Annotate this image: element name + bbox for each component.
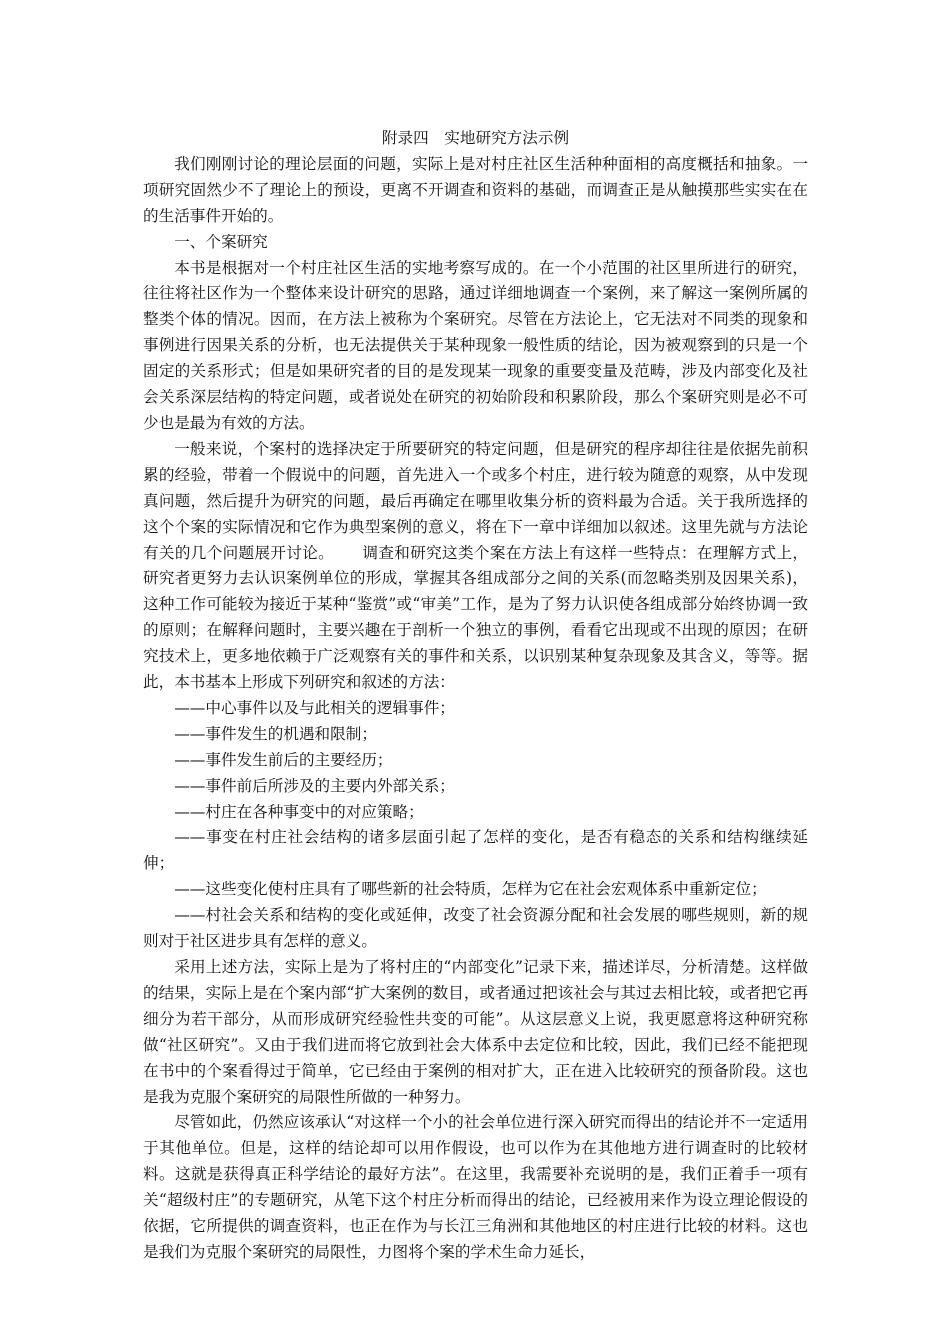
method-list-item: ——事件发生前后的主要经历； (174, 750, 393, 769)
method-list-item: ——这些变化使村庄具有了哪些新的社会特质，怎样为它在社会宏观体系中重新定位； (174, 880, 767, 899)
method-list-item: ——村庄在各种事变中的对应策略； (174, 802, 424, 821)
paragraph-3: 采用上述方法，实际上是为了将村庄的“内部变化”记录下来，描述详尽，分析清楚。这样做的结果，实际上是在个案内部“扩大案例的数目，或者通过把该社会与其过去相比较，或者把它再细分为若干部分，从而形成研究经验性共变的可能”。从这层意义上说，我更愿意将这种研究称做“社区研究”。又由于我们进而将它放到社会大体系中去定位和比较，因此，我们已经不能把现在书中的个案看得过于简单，它已经由于案例的相对扩大，正在进入比较研究的预备阶段。这也是我为克服个案研究的局限性所做的一种努力。 (143, 958, 808, 1106)
method-list-item: ——村社会关系和结构的变化或延伸，改变了社会资源分配和社会发展的哪些规则，新的规则对于社区进步具有怎样的意义。 (143, 906, 808, 951)
paragraph-2 (143, 437, 808, 696)
paragraph-2-part-a: 一般来说，个案村的选择决定于所要研究的特定问题，但是研究的程序却往往是依据先前积累的经验，带着一个假说中的问题，首先进入一个或多个村庄，进行较为随意的观察，从中发现真问题，然后提升为研究的问题，最后再确定在哪里收集分析的资料最为合适。关于我所选择的这个个案的实际情况和它作为典型案例的意义，将在下一章中详细加以叙述。这里先就与方法论有关的几个问题展开讨论。 (143, 439, 808, 562)
method-list-item: ——事变在村庄社会结构的诸多层面引起了怎样的变化，是否有稳态的关系和结构继续延伸； (143, 828, 808, 873)
paragraph-4: 尽管如此，仍然应该承认“对这样一个小的社会单位进行深入研究而得出的结论并不一定适用于其他单位。但是，这样的结论却可以用作假设，也可以作为在其他地方进行调查时的比较材料。这就是获得真正科学结论的最好方法”。在这里，我需要补充说明的是，我们正着手一项有关“超级村庄”的专题研究，从笔下这个村庄分析而得出的结论，已经被用来作为设立理论假设的依据，它所提供的调查资料，也正在作为与长江三角洲和其他地区的村庄进行比较的材料。这也是我们为克服个案研究的局限性，力图将个案的学术生命力延长， (143, 1113, 808, 1261)
paragraph-1: 本书是根据对一个村庄社区生活的实地考察写成的。在一个小范围的社区里所进行的研究，往往将社区作为一个整体来设计研究的思路，通过详细地调查一个案例，来了解这一案例所属的整类个体的情况。因而，在方法上被称为个案研究。尽管在方法论上，它无法对不同类的现象和事例进行因果关系的分析，也无法提供关于某种现象一般性质的结论，因为被观察到的只是一个固定的关系形式；但是如果研究者的目的是发现某一现象的重要变量及范畴，涉及内部变化及社会关系深层结构的特定问题，或者说处在研究的初始阶段和积累阶段，那么个案研究则是必不可少也是最为有效的方法。 (143, 258, 808, 432)
method-list (143, 696, 808, 955)
method-list-item: ——事件发生的机遇和限制； (174, 724, 377, 743)
section-heading: 一、个案研究 (174, 232, 268, 251)
page-title: 附录四 实地研究方法示例 (381, 129, 570, 147)
method-list-item: ——中心事件以及与此相关的逻辑事件； (174, 698, 455, 717)
intro-paragraph: 我们刚刚讨论的理论层面的问题，实际上是对村庄社区生活种种面相的高度概括和抽象。一项研究固然少不了理论上的预设，更离不开调查和资料的基础，而调查正是从触摸那些实实在在的生活事件开始的。 (143, 154, 808, 225)
paragraph-2-part-b: 调查和研究这类个案在方法上有这样一些特点：在理解方式上，研究者更努力去认识案例单位的形成，掌握其各组成部分之间的关系(而忽略类别及因果关系)，这种工作可能较为接近于某种“鉴赏”或“审美”工作，是为了努力认识使各组成部分始终协调一致的原则；在解释问题时，主要兴趣在于剖析一个独立的事例，看看它出现或不出现的原因；在研究技术上，更多地依赖于广泛观察有关的事件和关系，以识别某种复杂现象及其含义，等等。据此，本书基本上形成下列研究和叙述的方法： (143, 543, 808, 692)
method-list-item: ——事件前后所涉及的主要内外部关系； (174, 776, 455, 795)
document-body (143, 126, 808, 1266)
